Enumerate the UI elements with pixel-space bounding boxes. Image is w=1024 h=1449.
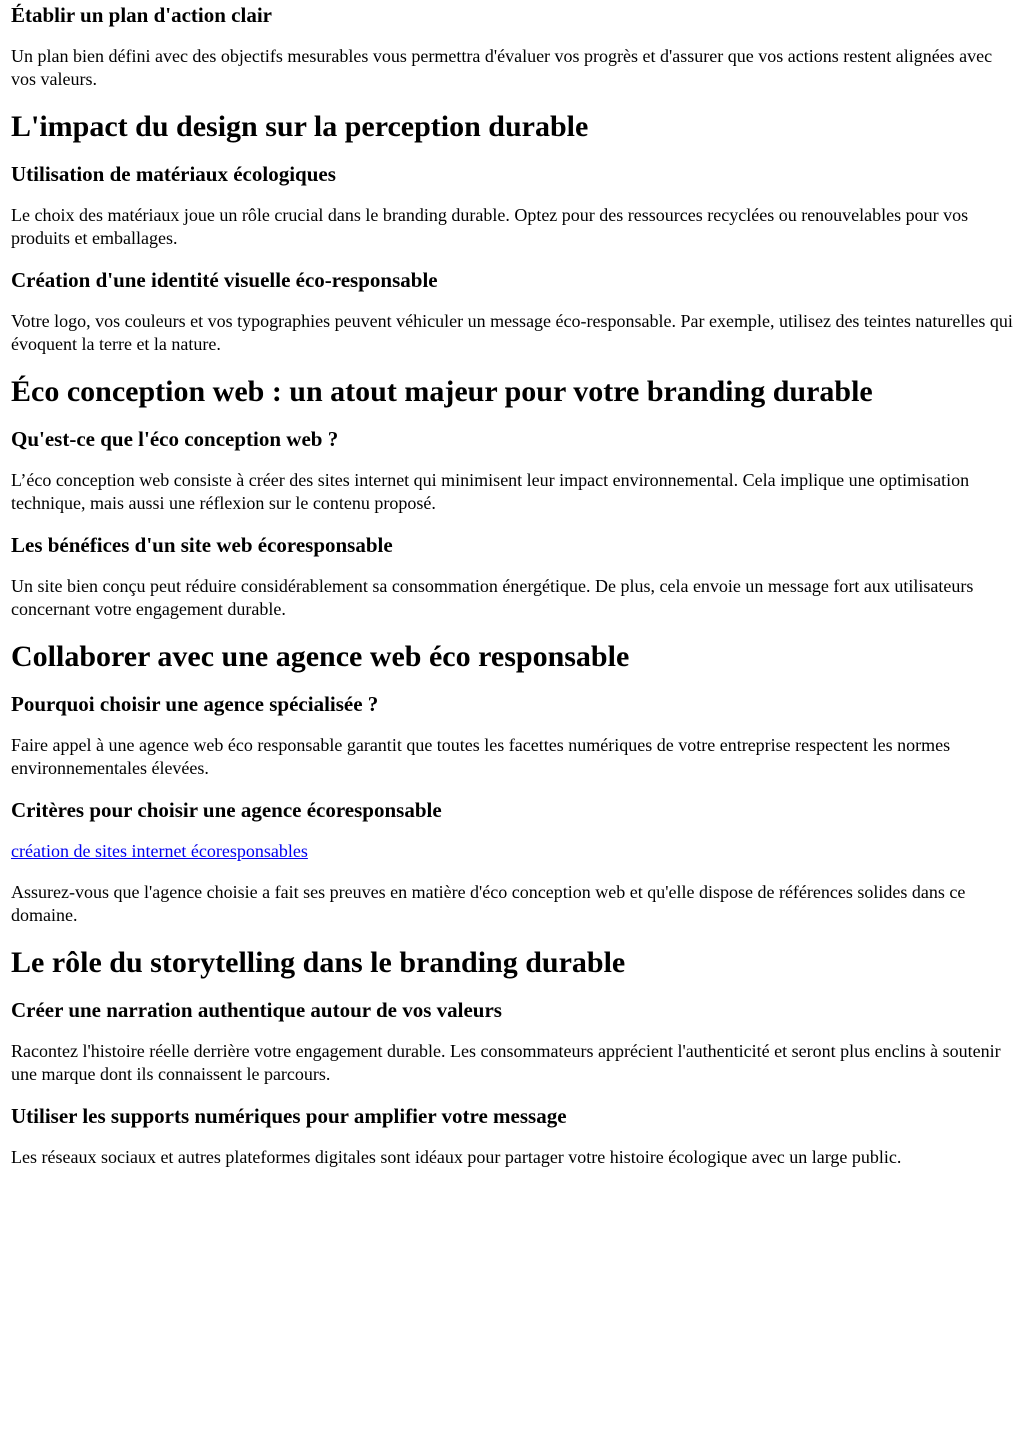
subheading-what-is: Qu'est-ce que l'éco conception web ? — [11, 427, 339, 451]
paragraph-materials: Le choix des matériaux joue un rôle crucial dans le branding durable. Optez pour des ressources recyclées ou renouvelables pour vos produits et emballages. — [11, 205, 969, 248]
subheading-criteria: Critères pour choisir une agence écoresponsable — [11, 798, 442, 822]
link-paragraph — [11, 840, 1014, 863]
paragraph-plan: Un plan bien défini avec des objectifs mesurables vous permettra d'évaluer vos progrès et d'assurer que vos actions restent alignées avec vos valeurs. — [11, 46, 993, 89]
subheading-narrative: Créer une narration authentique autour de vos valeurs — [11, 998, 502, 1022]
paragraph-benefits: Un site bien conçu peut réduire considérablement sa consommation énergétique. De plus, cela envoie un message fort aux utilisateurs concernant votre engagement durable. — [11, 576, 974, 619]
paragraph-identity: Votre logo, vos couleurs et vos typographies peuvent véhiculer un message éco-responsable. Par exemple, utilisez des teintes naturelles qui évoquent la terre et la nature. — [11, 311, 1013, 354]
section-heading-eco-web: Éco conception web : un atout majeur pour votre branding durable — [11, 375, 873, 408]
paragraph-what-is: L’éco conception web consiste à créer des sites internet qui minimisent leur impact environnemental. Cela implique une optimisation technique, mais aussi une réflexion sur le contenu proposé. — [11, 470, 970, 513]
paragraph-narrative: Racontez l'histoire réelle derrière votre engagement durable. Les consommateurs apprécient l'authenticité et seront plus enclins à soutenir une marque dont ils connaissent le parcours. — [11, 1041, 1001, 1084]
subheading-identity: Création d'une identité visuelle éco-responsable — [11, 268, 438, 292]
subheading-why-agency: Pourquoi choisir une agence spécialisée ? — [11, 692, 379, 716]
section-heading-storytelling: Le rôle du storytelling dans le branding durable — [11, 946, 626, 979]
section-heading-design: L'impact du design sur la perception durable — [11, 110, 589, 143]
subheading-digital: Utiliser les supports numériques pour amplifier votre message — [11, 1104, 567, 1128]
paragraph-criteria: Assurez-vous que l'agence choisie a fait ses preuves en matière d'éco conception web et qu'elle dispose de références solides dans ce domaine. — [11, 882, 966, 925]
eco-websites-link[interactable]: création de sites internet écoresponsables — [11, 841, 308, 861]
article-body — [0, 3, 1024, 1169]
subheading-materials: Utilisation de matériaux écologiques — [11, 162, 336, 186]
section-heading-plan: Établir un plan d'action clair — [11, 3, 272, 27]
section-heading-agency: Collaborer avec une agence web éco responsable — [11, 640, 630, 673]
paragraph-why-agency: Faire appel à une agence web éco responsable garantit que toutes les facettes numériques de votre entreprise respectent les normes environnementales élevées. — [11, 735, 951, 778]
subheading-benefits: Les bénéfices d'un site web écoresponsable — [11, 533, 393, 557]
paragraph-digital: Les réseaux sociaux et autres plateformes digitales sont idéaux pour partager votre histoire écologique avec un large public. — [11, 1147, 902, 1167]
